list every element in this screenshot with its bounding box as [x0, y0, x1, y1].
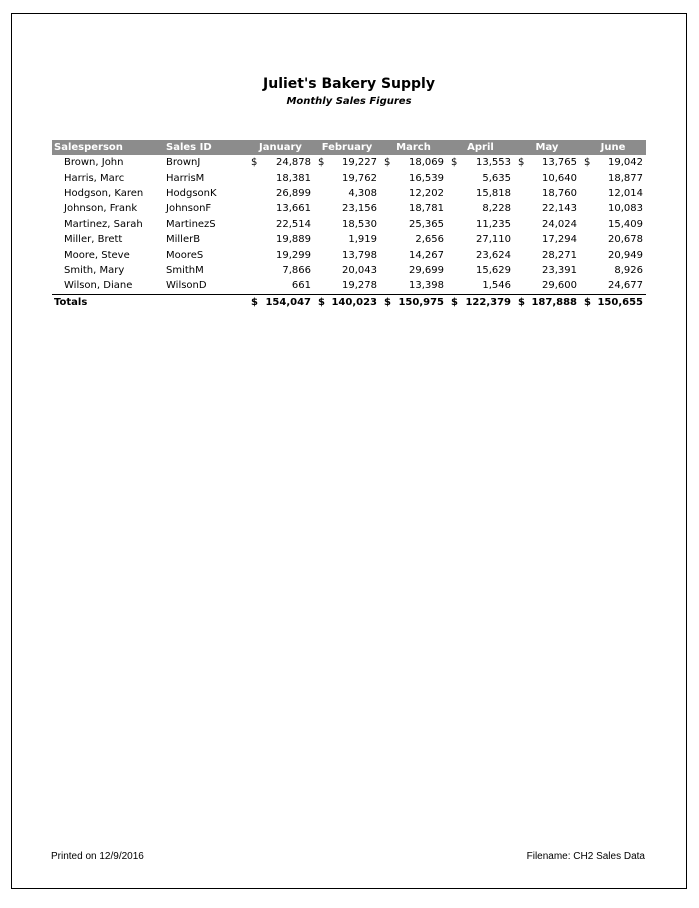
cell-salesperson: Brown, John: [64, 157, 124, 169]
cell-march: [380, 170, 447, 185]
document-title: Juliet's Bakery Supply: [263, 76, 435, 92]
cell-value: 18,781: [409, 203, 444, 215]
cell-value: 10,640: [542, 172, 577, 184]
table-row: [52, 186, 646, 201]
cell-salesperson: Wilson, Diane: [64, 280, 133, 292]
total-january: [247, 294, 314, 310]
table-row: [52, 247, 646, 262]
cell-value: 19,889: [276, 234, 311, 246]
cell-value: 10,083: [608, 203, 643, 215]
total-june: [580, 294, 646, 310]
cell-value: 5,635: [482, 172, 511, 184]
cell-may: [514, 232, 580, 247]
cell-value: 1,546: [482, 280, 511, 292]
cell-may: [514, 217, 580, 232]
cell-value: 22,514: [276, 218, 311, 230]
cell-value: 7,866: [282, 264, 311, 276]
total-value: 150,655: [597, 296, 643, 308]
cell-february: [314, 186, 380, 201]
cell-value: 20,949: [608, 249, 643, 261]
cell-sales-id: BrownJ: [166, 157, 201, 169]
cell-sales-id: MartinezS: [166, 218, 216, 230]
cell-march: [380, 263, 447, 278]
cell-salesperson: Martinez, Sarah: [64, 218, 143, 230]
header-salesperson: Salesperson: [52, 140, 164, 155]
cell-value: 16,539: [409, 172, 444, 184]
cell-january: [247, 186, 314, 201]
total-february: [314, 294, 380, 310]
cell-june: [580, 247, 646, 262]
cell-value: 19,042: [608, 157, 643, 169]
cell-may: [514, 155, 580, 170]
currency-symbol: $: [251, 157, 258, 169]
cell-april: [447, 155, 514, 170]
cell-march: [380, 186, 447, 201]
total-april: [447, 294, 514, 310]
cell-january: [247, 170, 314, 185]
cell-march: [380, 247, 447, 262]
cell-april: [447, 217, 514, 232]
totals-label: Totals: [52, 294, 247, 310]
sales-table: [52, 140, 646, 310]
header-may: May: [514, 140, 580, 155]
cell-june: [580, 186, 646, 201]
currency-symbol: $: [584, 157, 591, 169]
cell-value: 13,798: [342, 249, 377, 261]
cell-april: [447, 170, 514, 185]
table-row: [52, 232, 646, 247]
cell-february: [314, 232, 380, 247]
currency-symbol: $: [518, 296, 525, 308]
cell-january: [247, 217, 314, 232]
cell-february: [314, 247, 380, 262]
cell-june: [580, 217, 646, 232]
cell-sales-id: MillerB: [166, 234, 201, 246]
cell-value: 20,678: [608, 234, 643, 246]
cell-value: 8,926: [614, 264, 643, 276]
footer-filename: Filename: CH2 Sales Data: [526, 851, 645, 862]
cell-may: [514, 263, 580, 278]
cell-sales-id: MooreS: [166, 249, 204, 261]
cell-value: 26,899: [276, 187, 311, 199]
cell-value: 12,202: [409, 187, 444, 199]
cell-value: 24,677: [608, 280, 643, 292]
cell-june: [580, 232, 646, 247]
currency-symbol: $: [384, 157, 391, 169]
cell-april: [447, 232, 514, 247]
printed-page: [11, 13, 687, 889]
cell-april: [447, 247, 514, 262]
cell-value: 12,014: [608, 187, 643, 199]
cell-value: 13,398: [409, 280, 444, 292]
table-row: [52, 170, 646, 185]
cell-value: 25,365: [409, 218, 444, 230]
cell-sales-id: HarrisM: [166, 172, 205, 184]
cell-value: 19,762: [342, 172, 377, 184]
cell-value: 14,267: [409, 249, 444, 261]
cell-value: 19,278: [342, 280, 377, 292]
cell-may: [514, 278, 580, 294]
cell-value: 18,877: [608, 172, 643, 184]
cell-march: [380, 217, 447, 232]
currency-symbol: $: [451, 296, 458, 308]
header-march: March: [380, 140, 447, 155]
cell-february: [314, 217, 380, 232]
cell-sales-id: WilsonD: [166, 280, 207, 292]
cell-may: [514, 170, 580, 185]
cell-january: [247, 263, 314, 278]
table-body: [52, 155, 646, 310]
cell-value: 24,878: [276, 157, 311, 169]
currency-symbol: $: [251, 296, 258, 308]
cell-february: [314, 263, 380, 278]
table-row: [52, 278, 646, 294]
document-subtitle: Monthly Sales Figures: [286, 96, 412, 107]
totals-row: [52, 294, 646, 310]
cell-value: 23,391: [542, 264, 577, 276]
cell-value: 29,600: [542, 280, 577, 292]
cell-april: [447, 263, 514, 278]
cell-value: 15,409: [608, 218, 643, 230]
cell-value: 20,043: [342, 264, 377, 276]
cell-may: [514, 201, 580, 216]
cell-salesperson: Harris, Marc: [64, 172, 125, 184]
cell-value: 19,299: [276, 249, 311, 261]
cell-april: [447, 201, 514, 216]
cell-june: [580, 155, 646, 170]
currency-symbol: $: [451, 157, 458, 169]
cell-value: 13,765: [542, 157, 577, 169]
cell-march: [380, 232, 447, 247]
table-row: [52, 217, 646, 232]
cell-value: 13,661: [276, 203, 311, 215]
currency-symbol: $: [518, 157, 525, 169]
currency-symbol: $: [584, 296, 591, 308]
cell-value: 13,553: [476, 157, 511, 169]
cell-sales-id: SmithM: [166, 264, 204, 276]
cell-february: [314, 170, 380, 185]
cell-value: 22,143: [542, 203, 577, 215]
total-may: [514, 294, 580, 310]
cell-value: 4,308: [348, 187, 377, 199]
cell-value: 18,530: [342, 218, 377, 230]
cell-march: [380, 201, 447, 216]
cell-sales-id: JohnsonF: [166, 203, 212, 215]
cell-june: [580, 263, 646, 278]
cell-june: [580, 201, 646, 216]
cell-march: [380, 278, 447, 294]
cell-sales-id: HodgsonK: [166, 187, 217, 199]
cell-february: [314, 201, 380, 216]
cell-value: 1,919: [348, 234, 377, 246]
table-row: [52, 201, 646, 216]
currency-symbol: $: [318, 157, 325, 169]
cell-january: [247, 278, 314, 294]
cell-value: 23,624: [476, 249, 511, 261]
cell-january: [247, 201, 314, 216]
cell-april: [447, 278, 514, 294]
cell-may: [514, 247, 580, 262]
cell-value: 15,629: [476, 264, 511, 276]
cell-june: [580, 170, 646, 185]
cell-may: [514, 186, 580, 201]
cell-value: 18,760: [542, 187, 577, 199]
footer-printed-date: Printed on 12/9/2016: [51, 851, 144, 862]
cell-january: [247, 247, 314, 262]
header-june: June: [580, 140, 646, 155]
cell-june: [580, 278, 646, 294]
total-value: 154,047: [265, 296, 311, 308]
cell-value: 24,024: [542, 218, 577, 230]
table-row: [52, 155, 646, 170]
header-sales-id: Sales ID: [164, 140, 247, 155]
cell-february: [314, 155, 380, 170]
header-row: [52, 140, 646, 155]
currency-symbol: $: [318, 296, 325, 308]
cell-value: 2,656: [415, 234, 444, 246]
cell-april: [447, 186, 514, 201]
total-value: 150,975: [398, 296, 444, 308]
cell-january: [247, 232, 314, 247]
cell-value: 28,271: [542, 249, 577, 261]
cell-value: 17,294: [542, 234, 577, 246]
cell-salesperson: Smith, Mary: [64, 264, 125, 276]
cell-salesperson: Moore, Steve: [64, 249, 130, 261]
cell-value: 661: [291, 280, 311, 292]
total-value: 187,888: [531, 296, 577, 308]
cell-value: 11,235: [476, 218, 511, 230]
cell-january: [247, 155, 314, 170]
cell-value: 18,069: [409, 157, 444, 169]
table-row: [52, 263, 646, 278]
header-january: January: [247, 140, 314, 155]
total-march: [380, 294, 447, 310]
cell-february: [314, 278, 380, 294]
cell-value: 29,699: [409, 264, 444, 276]
total-value: 122,379: [465, 296, 511, 308]
cell-value: 15,818: [476, 187, 511, 199]
currency-symbol: $: [384, 296, 391, 308]
cell-salesperson: Miller, Brett: [64, 234, 123, 246]
cell-value: 23,156: [342, 203, 377, 215]
cell-march: [380, 155, 447, 170]
total-value: 140,023: [331, 296, 377, 308]
header-april: April: [447, 140, 514, 155]
cell-salesperson: Hodgson, Karen: [64, 187, 144, 199]
cell-value: 19,227: [342, 157, 377, 169]
header-february: February: [314, 140, 380, 155]
cell-value: 18,381: [276, 172, 311, 184]
cell-value: 8,228: [482, 203, 511, 215]
cell-value: 27,110: [476, 234, 511, 246]
cell-salesperson: Johnson, Frank: [64, 203, 138, 215]
